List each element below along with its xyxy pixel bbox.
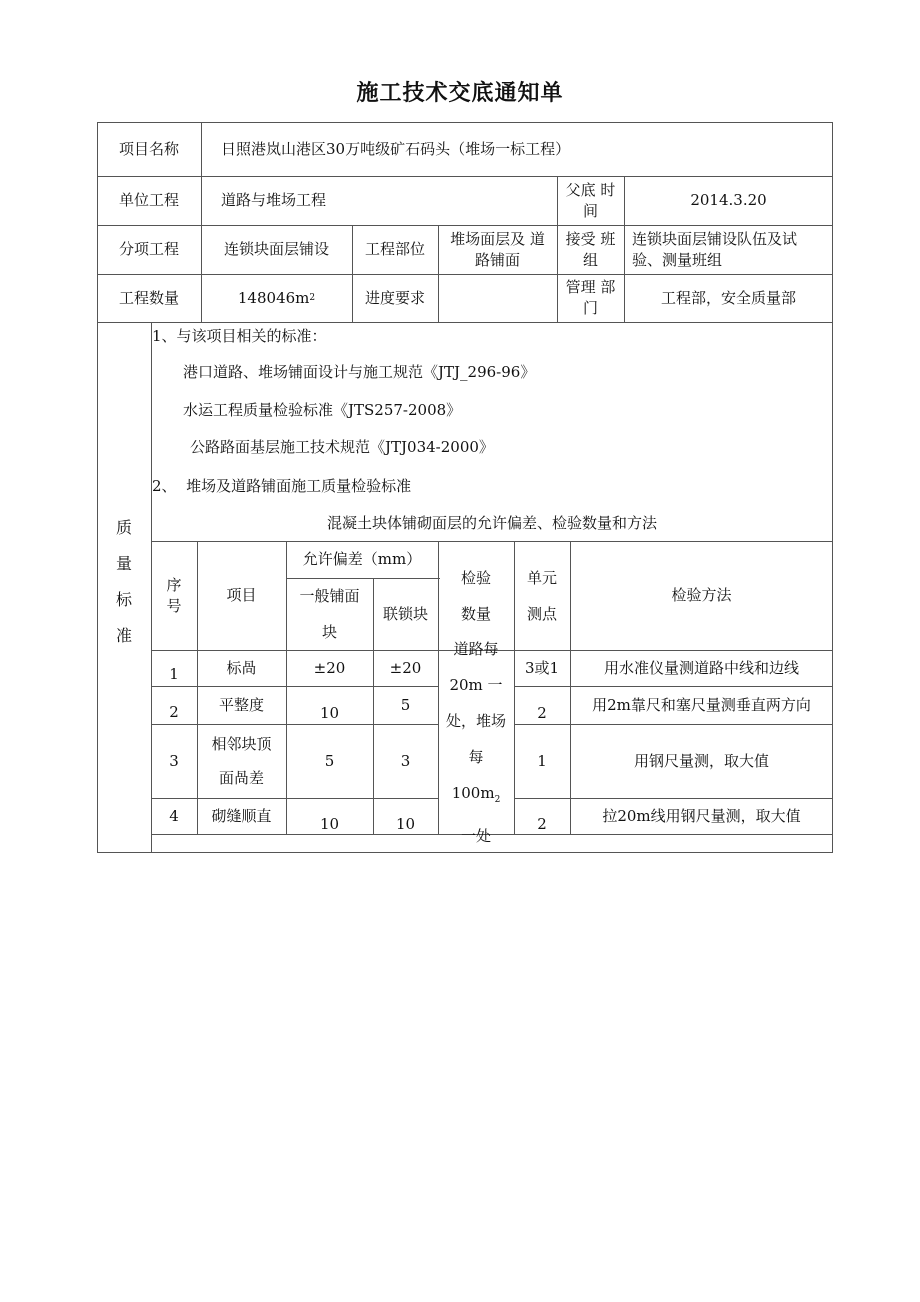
col-header-no: 序 号 [166, 575, 182, 615]
receiving-team-label: 接受 班组 [565, 229, 616, 269]
section-1-heading: 1、与该项目相关的标准： [152, 327, 327, 345]
check-qty-main: 道路每 20m 一 处，堆场 每 100m [445, 639, 506, 802]
standard-1: 港口道路、堆场铺面设计与施工规范《JTJ_296-96》 [183, 363, 536, 381]
management-dept-value: 工程部，安全质量部 [660, 288, 796, 307]
document-title: 施工技术交底通知单 [356, 80, 564, 106]
row-1-points: 3或1 [524, 658, 560, 677]
quantity-label: 工程数量 [118, 288, 179, 307]
col-header-unit-points: 单元 测点 [526, 568, 557, 623]
check-qty-tail: 一处 [460, 826, 491, 845]
side-char: 质 [115, 518, 132, 537]
row-4-item: 砌缝顺直 [211, 806, 272, 825]
quantity-value [201, 274, 352, 322]
check-qty-text [444, 631, 508, 818]
row-3-item: 相邻块顶 面咼差 [211, 735, 272, 787]
col-header-tolerance: 允许偏差（mm） [302, 550, 422, 568]
row-3-method: 用钢尺量测，取大值 [633, 751, 769, 770]
receiving-team-value: 连锁块面层铺设队伍及试验、测量班组 [632, 229, 798, 269]
row-4-method: 拉20m线用钢尺量测，取大值 [602, 806, 801, 825]
row-2-interlock: 5 [400, 695, 411, 714]
handover-time-label: 父底 时间 [565, 180, 616, 220]
sub-project-value: 连锁块面层铺设 [223, 240, 329, 258]
standard-2: 水运工程质量检验标准《JTS257-2008》 [183, 401, 462, 419]
project-name-value: 日照港岚山港区30万吨级矿石码头（堆场一标工程） [221, 139, 571, 158]
progress-value [438, 274, 557, 322]
row-4-points: 2 [537, 814, 547, 833]
row-4-interlock: 10 [395, 814, 416, 833]
row-1-interlock: ±20 [389, 658, 422, 677]
project-name-label: 项目名称 [118, 139, 179, 158]
table-caption: 混凝土块体铺砌面层的允许偏差、检验数量和方法 [326, 514, 657, 532]
row-2-item: 平整度 [218, 695, 264, 714]
row-3-points: 1 [537, 751, 547, 770]
quality-standard-side-label [112, 510, 136, 654]
rule [97, 322, 833, 323]
check-qty-merged [438, 639, 514, 845]
section-2-heading: 2、 堆场及道路铺面施工质量检验标准 [152, 477, 412, 495]
row-3-general: 5 [324, 751, 335, 770]
management-dept-label: 管理 部门 [565, 278, 616, 317]
side-char: 标 [115, 590, 132, 609]
side-char: 量 [115, 554, 132, 573]
work-part-value: 堆场面层及 道路铺面 [450, 229, 545, 269]
row-1-general: ±20 [313, 658, 346, 677]
row-4-general: 10 [319, 814, 340, 833]
col-header-method: 检验方法 [671, 586, 732, 604]
unit-project-label: 单位工程 [118, 191, 179, 209]
row-1-no: 1 [169, 664, 179, 683]
standard-3: 公路路面基层施工技术规范《JTJ034-2000》 [190, 438, 494, 456]
sub-project-label: 分项工程 [118, 240, 179, 258]
col-header-general-block: 一般铺面 块 [299, 587, 360, 641]
quantity-number: 148046m [237, 288, 310, 307]
row-4-no: 4 [169, 806, 179, 825]
row-2-points: 2 [537, 703, 547, 722]
col-header-item: 项目 [226, 586, 257, 604]
row-2-general: 10 [319, 703, 340, 722]
row-2-method: 用2m靠尺和塞尺量测垂直两方向 [592, 695, 811, 714]
col-header-interlock-block: 联锁块 [382, 604, 428, 623]
quantity-unit-exponent: 2 [309, 292, 316, 303]
work-part-label: 工程部位 [364, 240, 425, 258]
handover-time-value: 2014.3.20 [690, 191, 767, 209]
unit-project-value: 道路与堆场工程 [221, 191, 327, 209]
rule [151, 834, 833, 835]
side-char: 准 [115, 626, 132, 645]
row-3-interlock: 3 [400, 751, 411, 770]
progress-label: 进度要求 [364, 288, 425, 307]
row-1-item: 标咼 [226, 658, 257, 677]
check-qty-unit-exponent: 2 [494, 794, 501, 805]
col-header-check-qty: 检验 数量 [460, 568, 491, 623]
row-2-no: 2 [169, 702, 179, 721]
row-1-method: 用水准仪量测道路中线和边线 [603, 658, 799, 677]
row-3-no: 3 [169, 751, 179, 770]
